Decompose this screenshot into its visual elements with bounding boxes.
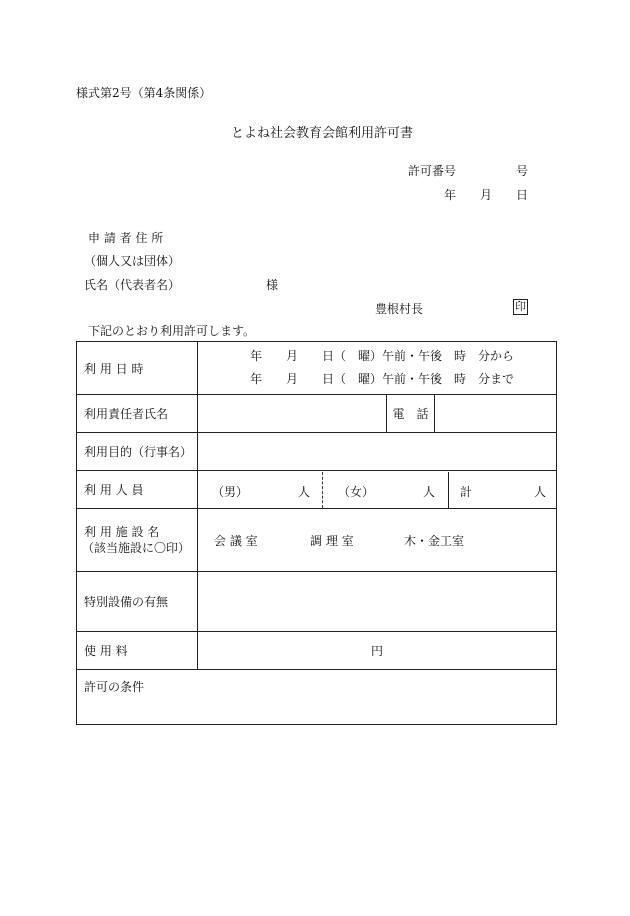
date-year: 年 xyxy=(444,188,457,202)
row-conditions xyxy=(77,670,557,725)
fee-cell[interactable] xyxy=(198,632,557,670)
permit-number-suffix: 号 xyxy=(516,164,529,178)
total-label: 計 xyxy=(460,484,473,499)
seal-mark: 印 xyxy=(515,300,526,313)
special-equipment-cell[interactable] xyxy=(198,572,557,632)
facility-sub-label: （該当施設に〇印） xyxy=(82,541,191,555)
fee-unit: 円 xyxy=(370,644,383,658)
permit-number-label: 許可番号 xyxy=(408,164,457,178)
row-special-equipment xyxy=(77,572,557,632)
document-title: とよね社会教育会館利用許可書 xyxy=(231,126,414,141)
divider-solid xyxy=(448,472,449,508)
row-responsible-person xyxy=(77,395,557,433)
female-label: （女） xyxy=(338,484,375,499)
honorific: 様 xyxy=(266,278,279,292)
conditions-label: 許可の条件 xyxy=(84,680,145,694)
facility-label: 利 用 施 設 名 （該当施設に〇印） xyxy=(77,509,198,572)
row-fee xyxy=(77,632,557,670)
phone-label: 電 話 xyxy=(387,395,435,433)
special-equipment-label: 特別設備の有無 xyxy=(77,572,198,632)
usage-date-to: 年 月 日（ 曜）午前・午後 時 分まで xyxy=(250,372,515,386)
lead-text: 下記のとおり利用許可します。 xyxy=(88,324,256,338)
female-unit: 人 xyxy=(423,484,436,499)
facility-cell[interactable] xyxy=(198,509,557,572)
responsible-person-label: 利用責任者氏名 xyxy=(77,395,198,433)
facility-cooking-room[interactable]: 調 理 室 xyxy=(310,534,354,548)
purpose-cell[interactable] xyxy=(198,433,557,471)
conditions-cell[interactable] xyxy=(77,670,557,725)
male-label: （男） xyxy=(212,484,249,499)
facility-woodwork-room[interactable]: 木・金工室 xyxy=(404,534,465,548)
row-purpose xyxy=(77,433,557,471)
date-day: 日 xyxy=(516,188,529,202)
attendance-label: 利 用 人 員 xyxy=(77,471,198,509)
usage-date-from: 年 月 日（ 曜）午前・午後 時 分から xyxy=(250,349,515,363)
applicant-type-label: （個人又は団体） xyxy=(84,254,181,268)
phone-cell[interactable] xyxy=(435,395,557,433)
usage-date-label: 利 用 日 時 xyxy=(77,342,198,395)
form-number: 様式第2号（第4条関係） xyxy=(76,86,212,100)
date-month: 月 xyxy=(480,188,493,202)
usage-date-cell[interactable] xyxy=(198,342,557,395)
row-attendance xyxy=(77,471,557,509)
purpose-label: 利用目的（行事名） xyxy=(77,433,198,471)
mayor-title: 豊根村長 xyxy=(375,302,424,316)
row-usage-date xyxy=(77,342,557,395)
facility-meeting-room[interactable]: 会 議 室 xyxy=(214,534,258,548)
total-unit: 人 xyxy=(534,484,547,499)
fee-label: 使 用 料 xyxy=(77,632,198,670)
applicant-address-label: 申 請 者 住 所 xyxy=(88,231,164,245)
applicant-name-label: 氏名（代表者名） xyxy=(84,278,181,292)
divider-dashed xyxy=(322,472,323,508)
responsible-person-cell[interactable] xyxy=(198,395,387,433)
attendance-cell[interactable] xyxy=(198,471,557,509)
row-facility xyxy=(77,509,557,572)
permit-table xyxy=(76,341,557,725)
male-unit: 人 xyxy=(298,484,311,499)
